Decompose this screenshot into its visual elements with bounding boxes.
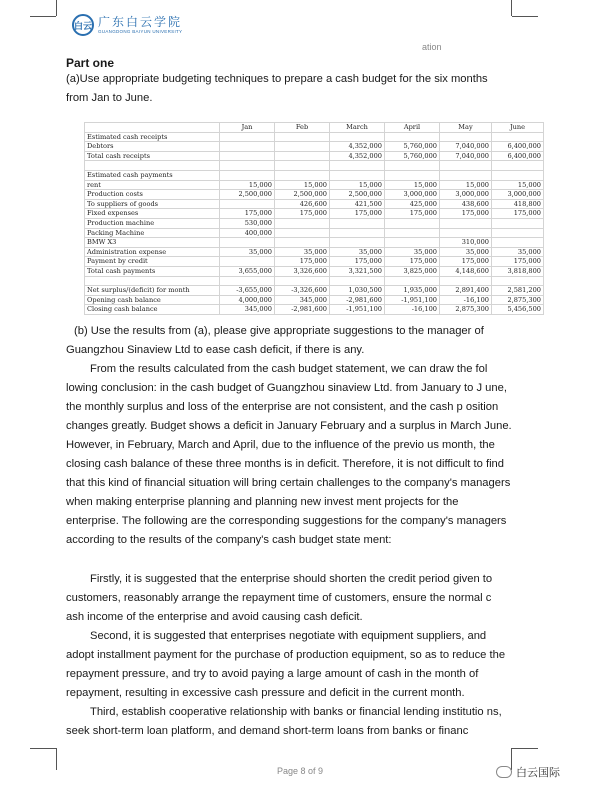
table-row	[85, 190, 544, 200]
table-row	[85, 266, 544, 276]
table-cell	[491, 276, 543, 286]
table-cell	[440, 276, 492, 286]
table-cell: 35,000	[220, 247, 275, 257]
table-cell: 3,818,800	[491, 266, 543, 276]
table-cell: 175,000	[385, 257, 440, 267]
table-cell: 421,500	[330, 199, 385, 209]
row-label: rent	[85, 180, 220, 190]
table-cell	[220, 151, 275, 161]
table-cell: 175,000	[440, 257, 492, 267]
header-cell: Jan	[220, 123, 275, 133]
table-cell: 5,760,000	[385, 142, 440, 152]
table-cell	[330, 276, 385, 286]
table-cell	[330, 218, 385, 228]
header-cell: April	[385, 123, 440, 133]
table-cell	[491, 132, 543, 142]
table-cell	[440, 218, 492, 228]
table-cell: 35,000	[491, 247, 543, 257]
row-label: Closing cash balance	[85, 305, 220, 315]
table-cell: -2,981,600	[330, 295, 385, 305]
row-label	[85, 161, 220, 171]
table-row	[85, 180, 544, 190]
watermark	[496, 764, 560, 780]
row-label: Production machine	[85, 218, 220, 228]
table-cell	[330, 238, 385, 248]
table-cell: 400,000	[220, 228, 275, 238]
row-label: Packing Machine	[85, 228, 220, 238]
table-cell: 418,800	[491, 199, 543, 209]
table-row	[85, 238, 544, 248]
table-cell	[491, 228, 543, 238]
row-label: To suppliers of goods	[85, 199, 220, 209]
table-cell: 175,000	[275, 209, 330, 219]
table-cell: 175,000	[220, 209, 275, 219]
row-label: Production costs	[85, 190, 220, 200]
table-cell: 15,000	[491, 180, 543, 190]
table-cell: 15,000	[385, 180, 440, 190]
table-cell	[220, 199, 275, 209]
table-row	[85, 295, 544, 305]
table-row	[85, 257, 544, 267]
table-cell: 6,400,000	[491, 151, 543, 161]
table-cell: 175,000	[275, 257, 330, 267]
table-cell	[330, 132, 385, 142]
table-cell: -1,951,100	[385, 295, 440, 305]
table-cell: 345,000	[220, 305, 275, 315]
table-cell: 5,456,500	[491, 305, 543, 315]
crop-mark-tl-v	[56, 0, 57, 16]
table-cell	[330, 170, 385, 180]
paragraph-suggestion-1: Firstly, it is suggested that the enterprise should shorten the credit period given to customers, reasonably arrange the repayment time of customers, ensure the normal c ash income of the enterprise and avoid causing cash deficit.	[66, 573, 493, 623]
table-cell: 2,500,000	[330, 190, 385, 200]
crop-mark-bl-h	[30, 748, 56, 749]
table-cell	[220, 238, 275, 248]
table-row	[85, 209, 544, 219]
page-number: Page 8 of 9	[276, 766, 324, 776]
crop-mark-tr-h	[512, 16, 538, 17]
table-cell: 15,000	[330, 180, 385, 190]
table-row	[85, 218, 544, 228]
table-row	[85, 247, 544, 257]
table-cell	[275, 228, 330, 238]
table-cell	[275, 238, 330, 248]
table-cell: 530,000	[220, 218, 275, 228]
table-cell: 345,000	[275, 295, 330, 305]
table-cell: 426,600	[275, 199, 330, 209]
table-cell	[220, 170, 275, 180]
wechat-icon	[496, 766, 512, 778]
row-label: Estimated cash receipts	[85, 132, 220, 142]
row-label: Net surplus/(deficit) for month	[85, 286, 220, 296]
table-cell	[385, 228, 440, 238]
table-cell	[385, 132, 440, 142]
row-label: BMW X3	[85, 238, 220, 248]
table-row	[85, 276, 544, 286]
row-label: Total cash receipts	[85, 151, 220, 161]
table-row	[85, 161, 544, 171]
table-cell: 2,581,200	[491, 286, 543, 296]
table-cell: 3,326,600	[275, 266, 330, 276]
table-cell: 1,030,500	[330, 286, 385, 296]
table-cell	[220, 142, 275, 152]
table-cell	[275, 218, 330, 228]
table-cell	[385, 238, 440, 248]
paragraph-conclusion: From the results calculated from the cash budget statement, we can draw the fol lowing conclusion: in the cash budget of Guangzhou sinaview Ltd. from January to J une, the monthly surplus and loss of the enterprise are not consistent, and the cash p osition changes greatly. Budget shows a deficit in January February and a surplus in March June. However, in February, March and April, due to the influence of the previo us month, the closing cash balance of these three months is in deficit. Therefore, it is not difficult to find that this kind of financial situation will bring certain challenges to the company's managers when making enterprise planning and planning new invest ment projects for the enterprise. The following are the corresponding suggestions for the company's managers according to the results of the company's cash budget state ment:	[66, 363, 512, 546]
table-cell: -1,951,100	[330, 305, 385, 315]
table-cell	[491, 238, 543, 248]
table-cell	[491, 161, 543, 171]
table-cell	[440, 132, 492, 142]
table-row	[85, 199, 544, 209]
seal-icon: 白云	[72, 14, 94, 36]
table-cell: 4,148,600	[440, 266, 492, 276]
row-label: Debtors	[85, 142, 220, 152]
table-cell	[385, 170, 440, 180]
table-cell: 7,040,000	[440, 151, 492, 161]
table-cell: 2,875,300	[440, 305, 492, 315]
table-cell: 438,600	[440, 199, 492, 209]
header-cell: June	[491, 123, 543, 133]
table-cell	[491, 218, 543, 228]
crop-mark-tr-v	[511, 0, 512, 16]
header-fragment: ation	[422, 42, 442, 52]
row-label	[85, 276, 220, 286]
table-cell: 35,000	[440, 247, 492, 257]
table-cell: 15,000	[275, 180, 330, 190]
table-cell: 35,000	[330, 247, 385, 257]
row-label: Estimated cash payments	[85, 170, 220, 180]
table-cell: -16,100	[385, 305, 440, 315]
watermark-text: 白云国际	[516, 767, 560, 779]
question-a: (a)Use appropriate budgeting techniques to prepare a cash budget for the six months from Jan to June.	[66, 73, 488, 104]
table-cell: 310,000	[440, 238, 492, 248]
table-cell: 15,000	[220, 180, 275, 190]
paragraph-suggestion-2: Second, it is suggested that enterprises negotiate with equipment suppliers, and adopt installment payment for the purchase of production equipment, so as to reduce the repayment pressure, and try to avoid paying a large amount of cash in the month of repayment, resulting in excessive cash pressure and deficit in the current month.	[66, 630, 506, 699]
crop-mark-br-h	[512, 748, 538, 749]
table-cell	[275, 170, 330, 180]
header-cell: March	[330, 123, 385, 133]
table-cell	[220, 257, 275, 267]
paragraph-suggestion-3: Third, establish cooperative relationship with banks or financial lending institutio ns, seek short-term loan platform, and demand short-term loans from banks or financ	[66, 706, 502, 737]
table-cell: 4,000,000	[220, 295, 275, 305]
table-cell: 3,000,000	[440, 190, 492, 200]
table-row	[85, 151, 544, 161]
table-cell: 3,000,000	[385, 190, 440, 200]
header-cell: Feb	[275, 123, 330, 133]
table-cell: 6,400,000	[491, 142, 543, 152]
table-cell	[220, 276, 275, 286]
table-cell: 35,000	[385, 247, 440, 257]
table-cell: 2,875,300	[491, 295, 543, 305]
table-cell: -3,655,000	[220, 286, 275, 296]
part-title: Part one	[66, 56, 115, 70]
table-cell	[385, 276, 440, 286]
header-cell-blank	[85, 123, 220, 133]
table-cell	[330, 228, 385, 238]
question-b: (b) Use the results from (a), please give appropriate suggestions to the manager of Guangzhou Sinaview Ltd to ease cash deficit, if there is any.	[66, 325, 484, 356]
table-cell: 175,000	[330, 257, 385, 267]
crop-mark-tl-h	[30, 16, 56, 17]
row-label: Payment by credit	[85, 257, 220, 267]
row-label: Administration expense	[85, 247, 220, 257]
table-cell	[220, 132, 275, 142]
table-cell	[275, 142, 330, 152]
table-cell	[491, 170, 543, 180]
logo-chinese-name: 广东白云学院	[98, 14, 183, 29]
table-header-row	[85, 123, 544, 133]
table-cell: 3,655,000	[220, 266, 275, 276]
header-cell: May	[440, 123, 492, 133]
table-row	[85, 286, 544, 296]
table-cell: -16,100	[440, 295, 492, 305]
table-cell: 2,500,000	[220, 190, 275, 200]
table-cell	[220, 161, 275, 171]
table-row	[85, 142, 544, 152]
table-cell: 175,000	[330, 209, 385, 219]
table-cell	[275, 161, 330, 171]
table-cell	[275, 276, 330, 286]
table-cell: 175,000	[491, 209, 543, 219]
table-cell: 4,352,000	[330, 142, 385, 152]
table-cell: 175,000	[440, 209, 492, 219]
logo-english-name: GUANGDONG BAIYUN UNIVERSITY	[98, 28, 183, 34]
table-cell: -2,981,600	[275, 305, 330, 315]
cash-budget-table	[84, 122, 544, 315]
table-cell	[275, 132, 330, 142]
table-cell	[440, 170, 492, 180]
table-row	[85, 170, 544, 180]
table-cell	[440, 161, 492, 171]
table-row	[85, 305, 544, 315]
table-cell	[440, 228, 492, 238]
table-cell: 4,352,000	[330, 151, 385, 161]
table-cell: 425,000	[385, 199, 440, 209]
table-cell: 5,760,000	[385, 151, 440, 161]
table-cell: 35,000	[275, 247, 330, 257]
table-cell: 2,500,000	[275, 190, 330, 200]
table-cell: -3,326,600	[275, 286, 330, 296]
table-cell: 175,000	[491, 257, 543, 267]
table-cell: 2,891,400	[440, 286, 492, 296]
table-cell: 3,321,500	[330, 266, 385, 276]
table-cell: 15,000	[440, 180, 492, 190]
table-cell: 1,935,000	[385, 286, 440, 296]
university-logo	[72, 12, 202, 38]
table-cell	[275, 151, 330, 161]
table-cell: 3,825,000	[385, 266, 440, 276]
table-cell	[385, 218, 440, 228]
table-cell: 175,000	[385, 209, 440, 219]
row-label: Fixed expenses	[85, 209, 220, 219]
table-cell: 3,000,000	[491, 190, 543, 200]
table-row	[85, 228, 544, 238]
table-cell: 7,040,000	[440, 142, 492, 152]
table-cell	[330, 161, 385, 171]
table-cell	[385, 161, 440, 171]
row-label: Total cash payments	[85, 266, 220, 276]
row-label: Opening cash balance	[85, 295, 220, 305]
table-row	[85, 132, 544, 142]
